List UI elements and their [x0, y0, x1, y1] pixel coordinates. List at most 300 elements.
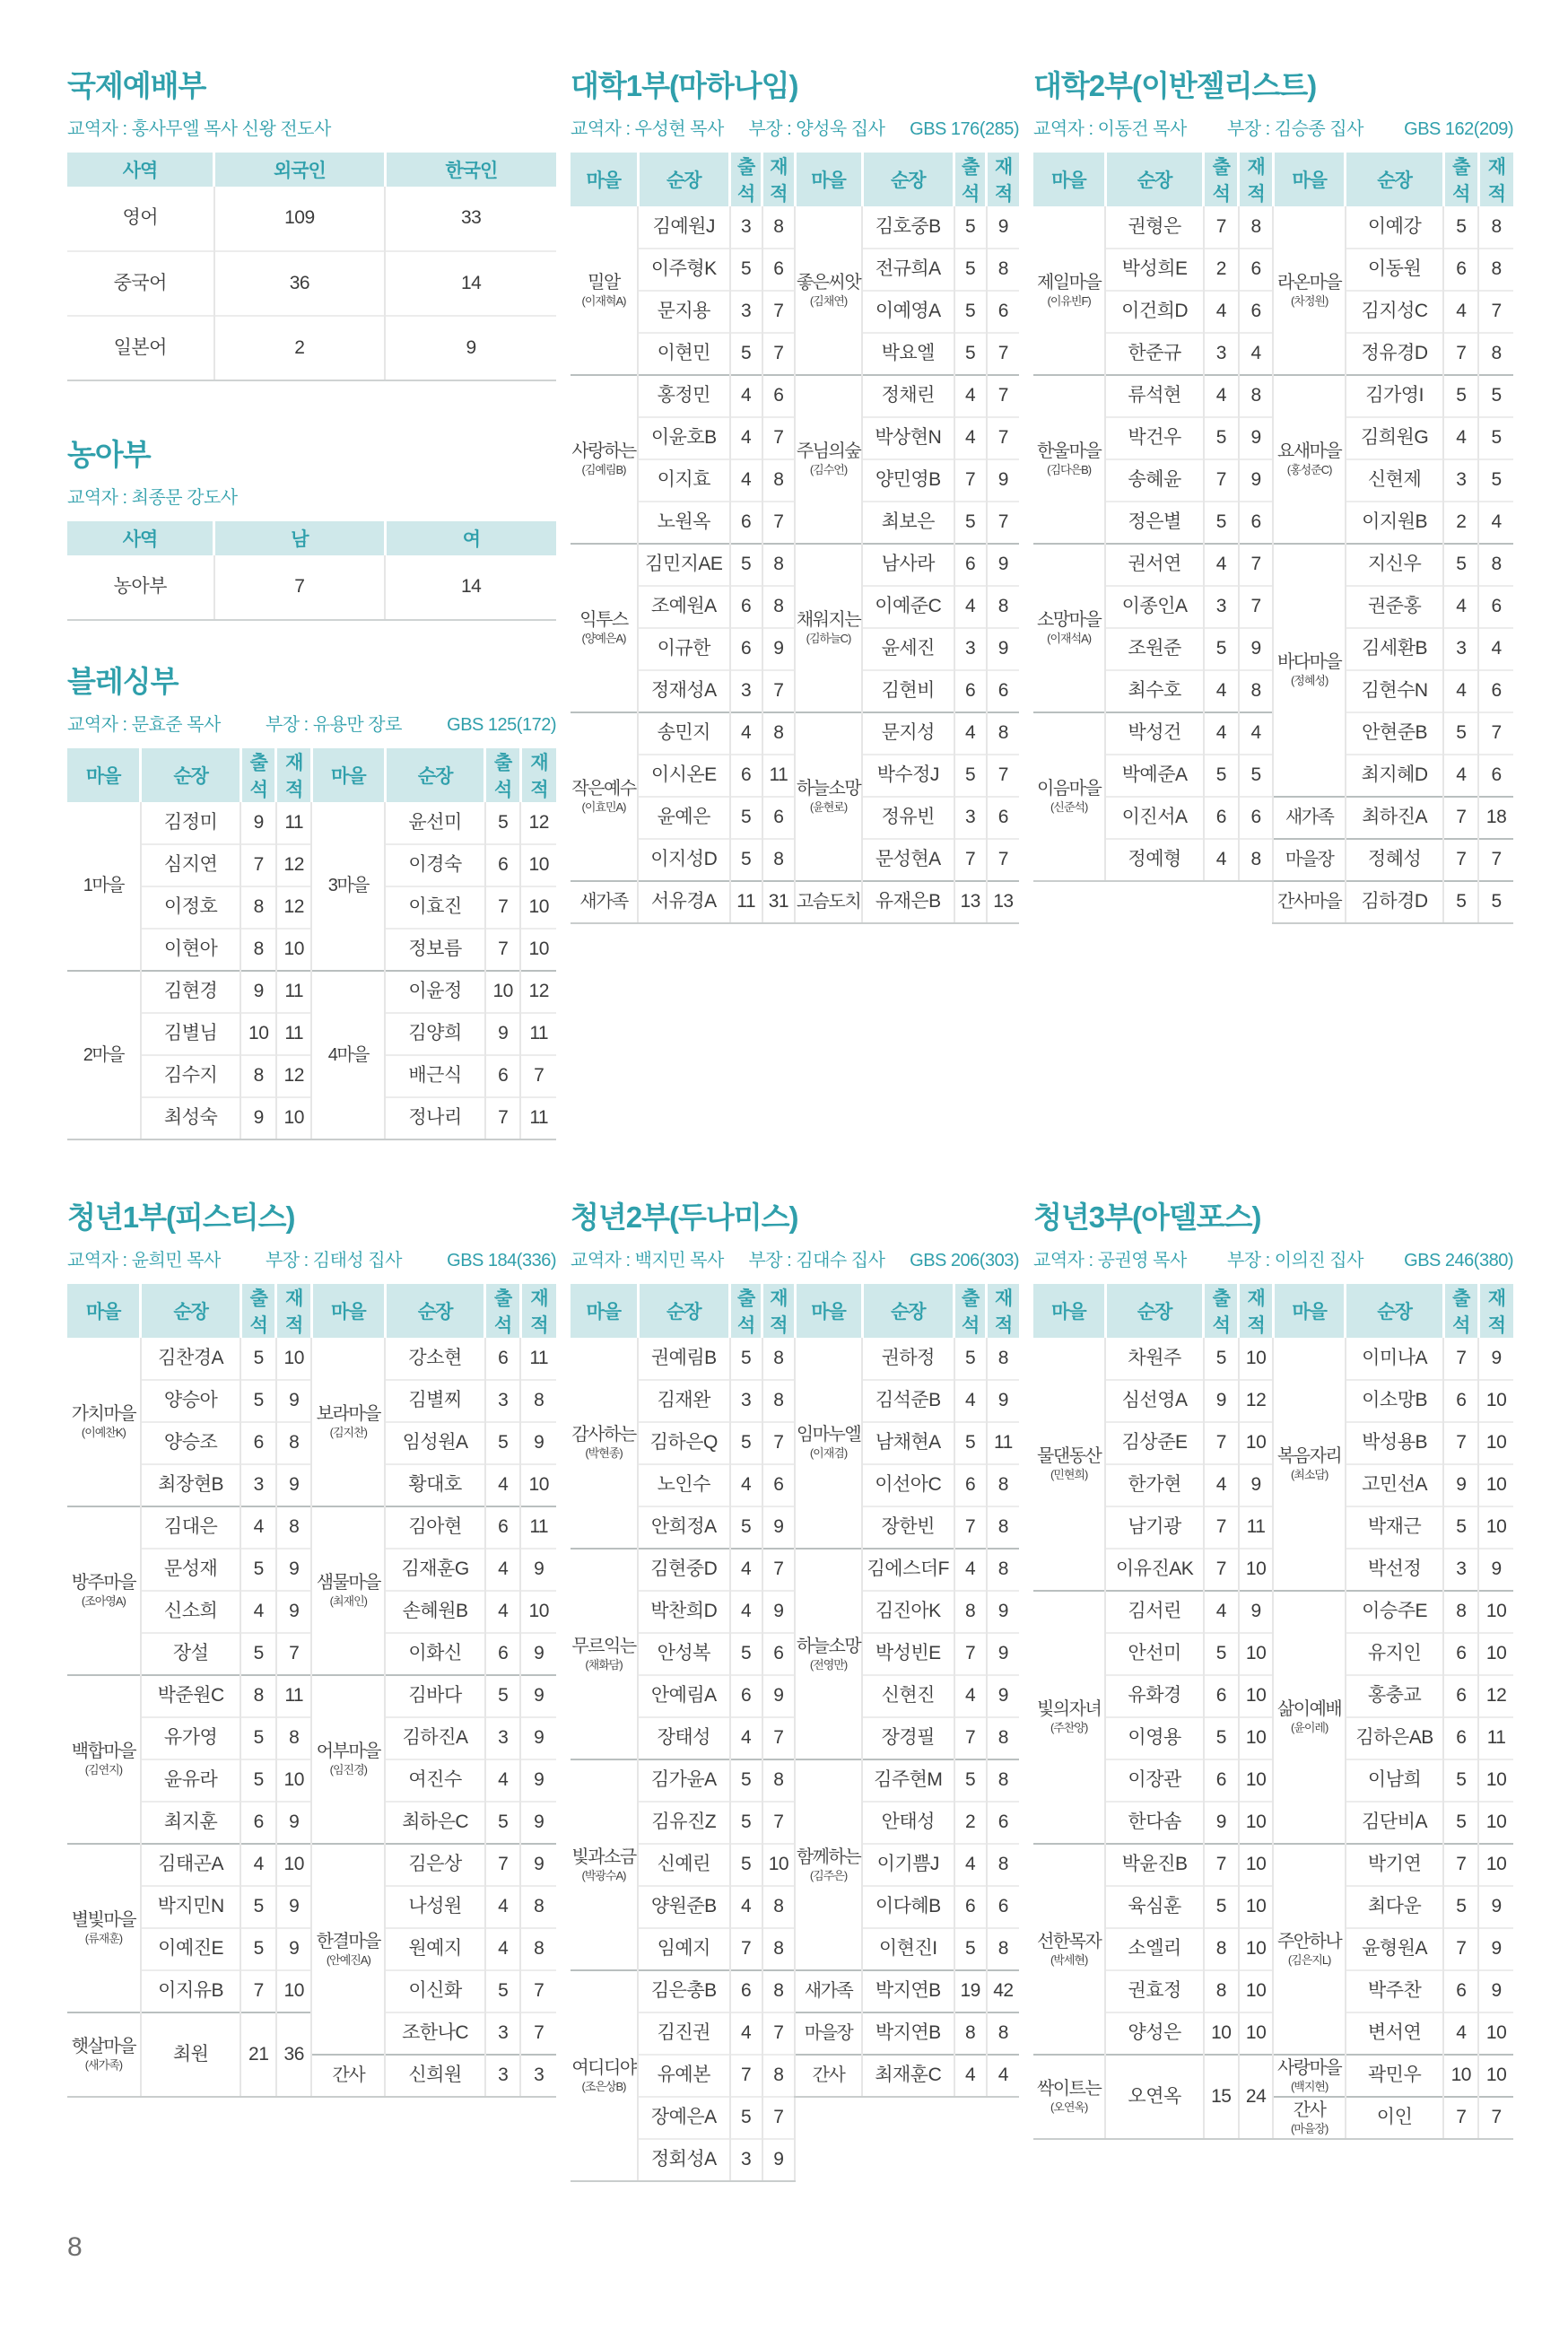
village-name: 요새마을 [1276, 441, 1342, 462]
leader-name-cell: 안예림A [638, 1675, 730, 1717]
leader-name-cell: 박수정J [862, 755, 954, 797]
enrollment-count-cell: 6 [762, 1464, 795, 1506]
leader-name-cell: 최재훈C [862, 2055, 954, 2097]
attendance-count-cell: 7 [240, 1970, 276, 2012]
enrollment-count-cell: 10 [1478, 1380, 1513, 1422]
section-title: 블레싱부 [67, 665, 179, 698]
column-header: 마을 [1273, 1284, 1345, 1338]
village-name: 방주마을 [71, 1573, 136, 1593]
table-row [67, 802, 556, 844]
column-header: 순장 [385, 748, 485, 802]
leader-name-cell: 이남희 [1346, 1759, 1444, 1802]
column-header: 순장 [385, 1284, 485, 1338]
column-header: 출석 [954, 153, 987, 206]
enrollment-count-cell: 5 [1478, 881, 1513, 923]
enrollment-count-cell: 9 [1478, 1886, 1513, 1928]
enrollment-count-cell: 8 [762, 1886, 795, 1928]
column-header: 사역 [67, 521, 214, 555]
village-leader-sub: (조은상B) [581, 2079, 626, 2093]
leader-name-cell: 곽민우 [1346, 2055, 1444, 2097]
enrollment-count-cell: 9 [987, 206, 1019, 249]
column-header: 출석 [240, 1284, 276, 1338]
pastor-label: 교역자 : 백지민 목사 [571, 1251, 724, 1270]
attendance-count-cell: 4 [1443, 586, 1478, 628]
pastor-label: 교역자 : 최종문 강도사 [67, 488, 238, 508]
enrollment-count-cell: 7 [762, 1549, 795, 1591]
village-cell [311, 1338, 385, 1506]
leader-name-cell: 박상현N [862, 417, 954, 459]
leader-name-cell: 김하경D [1346, 881, 1444, 923]
village-name: 간사 [332, 2065, 365, 2085]
village-name: 새가족 [579, 892, 628, 912]
section-international [67, 63, 556, 381]
village-leader-sub: (조아영A) [81, 1594, 126, 1609]
gbs-count: GBS 176(285) [910, 119, 1019, 139]
enrollment-count-cell: 8 [1239, 206, 1274, 249]
enrollment-count-cell: 10 [276, 929, 312, 971]
attendance-table-container [1033, 1284, 1513, 2140]
leader-name-cell: 양성은 [1105, 2012, 1204, 2055]
village-name: 간사마을 [1276, 892, 1342, 912]
enrollment-count-cell: 9 [276, 1591, 312, 1633]
section-deaf [67, 432, 556, 621]
village-leader-sub: (최소담) [1290, 1467, 1328, 1481]
leader-name-cell: 남기광 [1105, 1506, 1204, 1549]
attendance-count-cell: 5 [730, 1506, 762, 1549]
village-leader-sub: (정혜성) [1290, 674, 1328, 688]
village-cell [795, 1338, 862, 1549]
column-header: 순장 [1346, 153, 1444, 206]
column-header: 순장 [1105, 1284, 1204, 1338]
ministry-table-container [67, 521, 556, 621]
enrollment-count-cell: 9 [762, 1506, 795, 1549]
leader-name-cell: 윤형원A [1346, 1928, 1444, 1970]
leader-name-cell: 이주형K [638, 249, 730, 291]
enrollment-count-cell: 7 [520, 1970, 556, 2012]
leader-name-cell: 유지인 [1346, 1633, 1444, 1675]
village-name: 선한목자 [1036, 1931, 1102, 1951]
leader-name-cell: 박성건 [1105, 712, 1204, 755]
section-meta [571, 1245, 1019, 1271]
village-cell [1273, 2055, 1345, 2097]
attendance-count-cell: 5 [240, 1886, 276, 1928]
column-header: 출석 [1204, 153, 1239, 206]
leader-name-cell: 이다혜B [862, 1886, 954, 1928]
column-header: 마을 [571, 153, 638, 206]
village-leader-sub: (전영만) [809, 1657, 848, 1672]
leader-name-cell: 남사라 [862, 544, 954, 586]
column-header: 재적 [520, 748, 556, 802]
attendance-count-cell: 7 [240, 844, 276, 886]
attendance-count-cell: 6 [954, 670, 987, 712]
attendance-count-cell: 4 [954, 375, 987, 417]
leader-name-cell: 정회성A [638, 2139, 730, 2181]
enrollment-count-cell: 8 [1239, 375, 1274, 417]
leader-name-cell: 박준원C [141, 1675, 241, 1717]
attendance-count-cell: 3 [240, 1464, 276, 1506]
enrollment-count-cell: 9 [987, 1380, 1019, 1422]
attendance-count-cell: 5 [730, 1759, 762, 1802]
enrollment-count-cell: 6 [1478, 670, 1513, 712]
leader-name-cell: 박선정 [1346, 1549, 1444, 1591]
table-row [67, 555, 556, 620]
village-leader-sub: (박현종) [585, 1446, 623, 1461]
leader-name-cell: 윤선미 [385, 802, 485, 844]
leader-name-cell: 육심훈 [1105, 1886, 1204, 1928]
enrollment-count-cell: 9 [520, 1675, 556, 1717]
attendance-count-cell: 4 [954, 1549, 987, 1591]
enrollment-count-cell: 10 [1478, 1633, 1513, 1675]
attendance-table [1033, 153, 1513, 924]
attendance-count-cell: 9 [485, 1013, 521, 1055]
village-cell [1273, 1844, 1345, 2055]
enrollment-count-cell: 12 [520, 802, 556, 844]
attendance-count-cell: 7 [1443, 839, 1478, 881]
attendance-count-cell: 8 [1443, 1591, 1478, 1633]
attendance-count-cell: 6 [954, 1886, 987, 1928]
enrollment-count-cell: 10 [520, 886, 556, 929]
village-name: 빛의자녀 [1036, 1699, 1102, 1720]
leader-name-cell: 정보름 [385, 929, 485, 971]
table-row [571, 881, 1019, 923]
enrollment-count-cell: 10 [520, 1464, 556, 1506]
village-cell [311, 971, 385, 1139]
leader-name-cell: 이기쁨J [862, 1844, 954, 1886]
attendance-count-cell: 5 [485, 1422, 521, 1464]
leader-name-cell: 최지혜D [1346, 755, 1444, 797]
attendance-count-cell: 10 [240, 1013, 276, 1055]
attendance-count-cell: 6 [1443, 1633, 1478, 1675]
leader-name-cell: 김양희 [385, 1013, 485, 1055]
column-header: 순장 [1346, 1284, 1444, 1338]
village-name: 한울마을 [1036, 441, 1102, 462]
village-name: 주안하나 [1276, 1931, 1342, 1951]
pastor-label: 교역자 : 우성현 목사 [571, 119, 724, 139]
table-row [1033, 2055, 1513, 2097]
table-row [571, 2055, 1019, 2097]
empty-cell [795, 2139, 862, 2181]
count-cell: 109 [214, 187, 386, 251]
enrollment-count-cell: 10 [1239, 1844, 1274, 1886]
leader-name-cell: 최하진A [1346, 797, 1444, 839]
leader-name-cell: 문성현A [862, 839, 954, 881]
attendance-count-cell: 5 [1443, 375, 1478, 417]
leader-name-cell: 정나리 [385, 1097, 485, 1139]
attendance-count-cell: 7 [1443, 1844, 1478, 1886]
attendance-count-cell: 6 [954, 1464, 987, 1506]
attendance-count-cell: 5 [240, 1380, 276, 1422]
attendance-count-cell: 5 [240, 1759, 276, 1802]
enrollment-count-cell: 31 [762, 881, 795, 923]
enrollment-count-cell: 7 [1478, 291, 1513, 333]
enrollment-count-cell: 7 [762, 1717, 795, 1759]
enrollment-count-cell: 10 [276, 1759, 312, 1802]
enrollment-count-cell: 18 [1478, 797, 1513, 839]
attendance-count-cell: 5 [1204, 1717, 1239, 1759]
enrollment-count-cell: 10 [276, 1338, 312, 1380]
ministry-cell: 영어 [122, 207, 159, 229]
section-title: 청년1부(피스티스) [67, 1200, 295, 1234]
leader-name-cell: 김호중B [862, 206, 954, 249]
count-cell: 9 [385, 316, 556, 380]
enrollment-count-cell: 10 [276, 1970, 312, 2012]
village-cell [795, 1759, 862, 1970]
enrollment-count-cell: 7 [762, 333, 795, 375]
section-title: 농아부 [67, 438, 151, 471]
table-row [571, 1970, 1019, 2012]
enrollment-count-cell: 10 [1239, 1338, 1274, 1380]
leader-name-cell: 문성재 [141, 1549, 241, 1591]
leader-name-cell: 권형은 [1105, 206, 1204, 249]
enrollment-count-cell: 7 [1478, 2097, 1513, 2139]
attendance-count-cell: 5 [954, 333, 987, 375]
leader-name-cell: 서유경A [638, 881, 730, 923]
enrollment-count-cell: 7 [276, 1633, 312, 1675]
attendance-count-cell: 5 [240, 1338, 276, 1380]
table-row [67, 1844, 556, 1886]
attendance-count-cell: 5 [730, 1338, 762, 1380]
village-name: 새가족 [804, 1981, 853, 2001]
leader-name-cell: 김정미 [141, 802, 241, 844]
attendance-count-cell: 4 [485, 1759, 521, 1802]
village-leader-sub: (마을장) [1290, 2121, 1328, 2135]
attendance-count-cell: 4 [954, 1675, 987, 1717]
column-header: 한국인 [385, 153, 556, 187]
village-leader-sub: (류재훈) [84, 1932, 123, 1946]
leader-name-cell: 이윤정 [385, 971, 485, 1013]
enrollment-count-cell: 7 [762, 2097, 795, 2139]
table-row [1033, 797, 1513, 839]
attendance-count-cell: 9 [1204, 1802, 1239, 1844]
attendance-table-container [67, 748, 556, 1140]
village-cell [1033, 375, 1105, 544]
ministry-table [67, 521, 556, 621]
leader-name-cell: 조한나C [385, 2012, 485, 2055]
attendance-count-cell: 4 [730, 417, 762, 459]
enrollment-count-cell: 24 [1239, 2055, 1274, 2139]
attendance-count-cell: 3 [485, 2012, 521, 2055]
village-cell [67, 802, 141, 971]
attendance-table-container [571, 153, 1019, 924]
table-row [571, 2097, 1019, 2139]
leader-name-cell: 김하진A [385, 1717, 485, 1759]
head-label: 부장 : 김승종 집사 [1226, 119, 1363, 139]
enrollment-count-cell: 8 [987, 1717, 1019, 1759]
leader-name-cell: 윤예은 [638, 797, 730, 839]
attendance-count-cell: 4 [240, 1844, 276, 1886]
head-label: 부장 : 김대수 집사 [748, 1251, 885, 1270]
attendance-count-cell: 4 [1443, 291, 1478, 333]
enrollment-count-cell: 8 [762, 586, 795, 628]
enrollment-count-cell: 6 [987, 291, 1019, 333]
attendance-count-cell: 6 [1443, 1717, 1478, 1759]
attendance-count-cell: 5 [240, 1717, 276, 1759]
enrollment-count-cell: 10 [1478, 1464, 1513, 1506]
village-name: 좋은씨앗 [796, 272, 861, 292]
attendance-count-cell: 7 [954, 1717, 987, 1759]
head-label: 부장 : 이의진 집사 [1226, 1251, 1363, 1270]
attendance-count-cell: 7 [485, 1844, 521, 1886]
enrollment-count-cell: 12 [520, 971, 556, 1013]
enrollment-count-cell: 7 [762, 417, 795, 459]
village-cell [571, 375, 638, 544]
village-name: 새가족 [1285, 808, 1334, 827]
leader-name-cell: 이건희D [1105, 291, 1204, 333]
ministry-cell: 중국어 [67, 251, 214, 316]
attendance-count-cell: 3 [954, 797, 987, 839]
leader-name-cell: 이예영A [862, 291, 954, 333]
enrollment-count-cell: 8 [762, 206, 795, 249]
leader-name-cell: 조예원A [638, 586, 730, 628]
enrollment-count-cell: 9 [987, 628, 1019, 670]
enrollment-count-cell: 4 [1239, 712, 1274, 755]
column-header: 출석 [1204, 1284, 1239, 1338]
attendance-count-cell: 5 [1204, 1886, 1239, 1928]
attendance-count-cell: 6 [485, 1633, 521, 1675]
leader-name-cell: 김지성C [1346, 291, 1444, 333]
leader-name-cell: 김민지AE [638, 544, 730, 586]
attendance-count-cell: 7 [954, 1633, 987, 1675]
table-row [1033, 1844, 1513, 1886]
village-cell [571, 881, 638, 923]
enrollment-count-cell: 8 [762, 712, 795, 755]
leader-name-cell: 이지유B [141, 1970, 241, 2012]
section-title: 청년3부(아델포스) [1033, 1200, 1261, 1234]
section-youth3 [1033, 1194, 1513, 2140]
leader-name-cell: 유화경 [1105, 1675, 1204, 1717]
attendance-count-cell: 7 [1204, 1422, 1239, 1464]
attendance-count-cell: 13 [954, 881, 987, 923]
leader-name-cell: 안태성 [862, 1802, 954, 1844]
attendance-count-cell: 4 [730, 2012, 762, 2055]
attendance-count-cell: 4 [730, 459, 762, 502]
village-name: 어부마을 [316, 1742, 380, 1762]
attendance-count-cell: 5 [954, 249, 987, 291]
village-cell [1273, 544, 1345, 797]
attendance-count-cell: 5 [1204, 1633, 1239, 1675]
leader-name-cell: 유예본 [638, 2055, 730, 2097]
village-leader-sub: (윤현로) [809, 800, 848, 815]
leader-name-cell: 박예준A [1105, 755, 1204, 797]
section-meta [1033, 114, 1513, 140]
attendance-count-cell: 6 [730, 502, 762, 544]
attendance-count-cell: 21 [240, 2012, 276, 2097]
head-label: 부장 : 양성욱 집사 [748, 119, 885, 139]
leader-name-cell: 임예지 [638, 1928, 730, 1970]
village-name: 여디디야 [571, 2057, 636, 2078]
leader-name-cell: 안희정A [638, 1506, 730, 1549]
attendance-count-cell: 9 [240, 1097, 276, 1139]
village-cell [795, 712, 862, 881]
empty-cell [987, 2097, 1019, 2139]
leader-name-cell: 김은총B [638, 1970, 730, 2012]
enrollment-count-cell: 8 [520, 1928, 556, 1970]
leader-name-cell: 신현진 [862, 1675, 954, 1717]
section-blessing [67, 659, 556, 1140]
village-name: 물댄동산 [1036, 1445, 1102, 1466]
table-row [67, 1506, 556, 1549]
enrollment-count-cell: 10 [520, 929, 556, 971]
column-header: 출석 [1443, 153, 1478, 206]
attendance-count-cell: 5 [485, 1970, 521, 2012]
leader-name-cell: 김상준E [1105, 1422, 1204, 1464]
leader-name-cell: 박건우 [1105, 417, 1204, 459]
pastor-label: 교역자 : 문효준 목사 [67, 715, 221, 735]
count-cell: 7 [214, 555, 386, 620]
attendance-count-cell: 5 [730, 797, 762, 839]
attendance-count-cell: 4 [1204, 291, 1239, 333]
enrollment-count-cell: 11 [520, 1506, 556, 1549]
attendance-table [67, 1284, 556, 2098]
attendance-table-container [67, 1284, 556, 2098]
table-row [67, 1338, 556, 1380]
leader-name-cell: 이소망B [1346, 1380, 1444, 1422]
attendance-count-cell: 5 [240, 1549, 276, 1591]
enrollment-count-cell: 42 [987, 1970, 1019, 2012]
village-cell [571, 1549, 638, 1759]
attendance-count-cell: 6 [240, 1422, 276, 1464]
empty-cell [1033, 881, 1105, 923]
leader-name-cell: 이윤호B [638, 417, 730, 459]
attendance-count-cell: 6 [485, 844, 521, 886]
village-cell [311, 802, 385, 971]
enrollment-count-cell: 8 [1478, 206, 1513, 249]
pastor-label: 교역자 : 공권영 목사 [1033, 1251, 1187, 1270]
enrollment-count-cell: 6 [1239, 249, 1274, 291]
village-cell [1033, 1591, 1105, 1844]
leader-name-cell: 남채현A [862, 1422, 954, 1464]
attendance-count-cell: 7 [954, 459, 987, 502]
ministry-table-container [67, 153, 556, 381]
attendance-count-cell: 4 [730, 1464, 762, 1506]
attendance-count-cell: 5 [1443, 544, 1478, 586]
attendance-count-cell: 4 [1204, 670, 1239, 712]
enrollment-count-cell: 8 [762, 1928, 795, 1970]
column-header: 순장 [141, 748, 241, 802]
enrollment-count-cell: 6 [762, 1633, 795, 1675]
village-leader-sub: (김지찬) [329, 1425, 368, 1439]
enrollment-count-cell: 8 [1478, 249, 1513, 291]
attendance-count-cell: 5 [730, 1422, 762, 1464]
village-cell [1033, 2055, 1105, 2139]
enrollment-count-cell: 10 [1478, 2055, 1513, 2097]
village-name: 감사하는 [571, 1425, 636, 1445]
column-header: 재적 [276, 1284, 312, 1338]
enrollment-count-cell: 7 [987, 417, 1019, 459]
empty-cell [954, 2139, 987, 2181]
column-header: 마을 [795, 153, 862, 206]
attendance-count-cell: 7 [1443, 797, 1478, 839]
enrollment-count-cell: 10 [1478, 1759, 1513, 1802]
leader-name-cell: 김진아K [862, 1591, 954, 1633]
column-header: 재적 [1239, 1284, 1274, 1338]
table-row [1033, 1338, 1513, 1380]
leader-name-cell: 김바다 [385, 1675, 485, 1717]
attendance-count-cell: 3 [485, 1380, 521, 1422]
column-header: 순장 [862, 1284, 954, 1338]
attendance-count-cell: 4 [1204, 1591, 1239, 1633]
enrollment-count-cell: 10 [1239, 1886, 1274, 1928]
attendance-count-cell: 5 [1204, 502, 1239, 544]
leader-name-cell: 이유진AK [1105, 1549, 1204, 1591]
leader-name-cell: 정채린 [862, 375, 954, 417]
village-cell [67, 971, 141, 1139]
attendance-count-cell: 7 [1443, 333, 1478, 375]
attendance-count-cell: 5 [954, 502, 987, 544]
section-title: 대학1부(마하나임) [571, 69, 798, 102]
village-cell [795, 1970, 862, 2012]
attendance-count-cell: 7 [1204, 206, 1239, 249]
